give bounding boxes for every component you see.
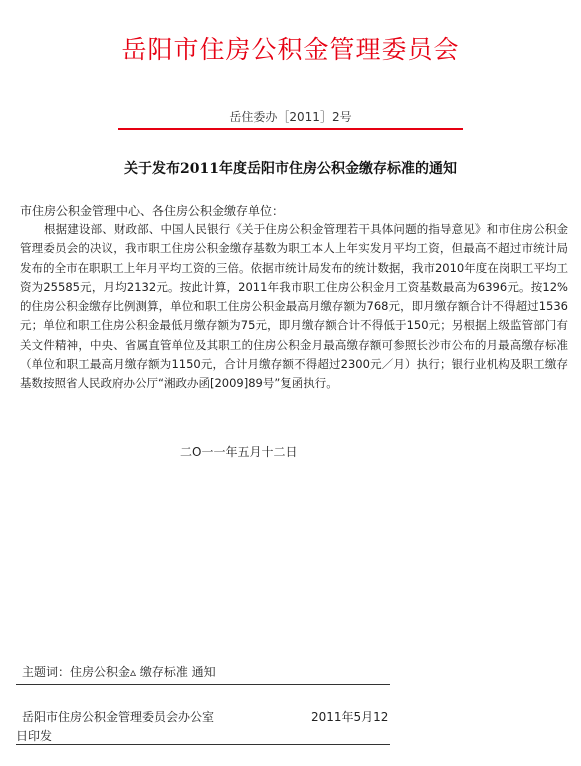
addressee-line: 市住房公积金管理中心、各住房公积金缴存单位： xyxy=(20,204,285,218)
document-number: 岳住委办［2011］2号 xyxy=(229,110,352,124)
subject-keywords: 主题词：住房公积金▵ 缴存标准 通知 xyxy=(22,665,216,679)
signature-date: 二O一一年五月十二日 xyxy=(180,445,298,459)
issuing-office: 岳阳市住房公积金管理委员会办公室 xyxy=(22,710,215,724)
issue-date-suffix: 日印发 xyxy=(16,729,53,743)
red-divider xyxy=(118,128,463,130)
notice-title: 关于发布2011年度岳阳市住房公积金缴存标准的通知 xyxy=(124,161,457,177)
notice-body-paragraph: 根据建设部、财政部、中国人民银行《关于住房公积金管理若干具体问题的指导意见》和市住房公积金管理委员会的决议，我市职工住房公积金缴存基数为职工本人上年实发月平均工资，但最高不超过市统计局发布的全市在职职工上年月平均工资的三倍。依据市统计局发布的统计数据，我市2010年度在岗职工平均工资为25585元，月均2132元。按此计算，2011年我市职工住房公积金月工资基数最高为6396元。按12%的住房公积金缴存比例测算，单位和职工住房公积金最高月缴存额为768元，即月缴存额合计不得超过1536元；单位和职工住房公积金最低月缴存额为75元，即月缴存额合计不得低于150元；另根据上级监管部门有关文件精神，中央、省属直管单位及其职工的住房公积金月最高缴存额可参照长沙市公布的月最高缴存标准（单位和职工最高月缴存额为1150元，合计月缴存额不得超过2300元／月）执行；银行业机构及职工缴存基数按照省人民政府办公厅“湘政办函[2009]89号”复函执行。 xyxy=(20,222,568,391)
issue-date: 2011年5月12 xyxy=(311,710,389,724)
issuer-header-title: 岳阳市住房公积金管理委员会 xyxy=(121,35,460,64)
footer-bottom-rule xyxy=(16,744,390,745)
footer-top-rule xyxy=(16,684,390,685)
